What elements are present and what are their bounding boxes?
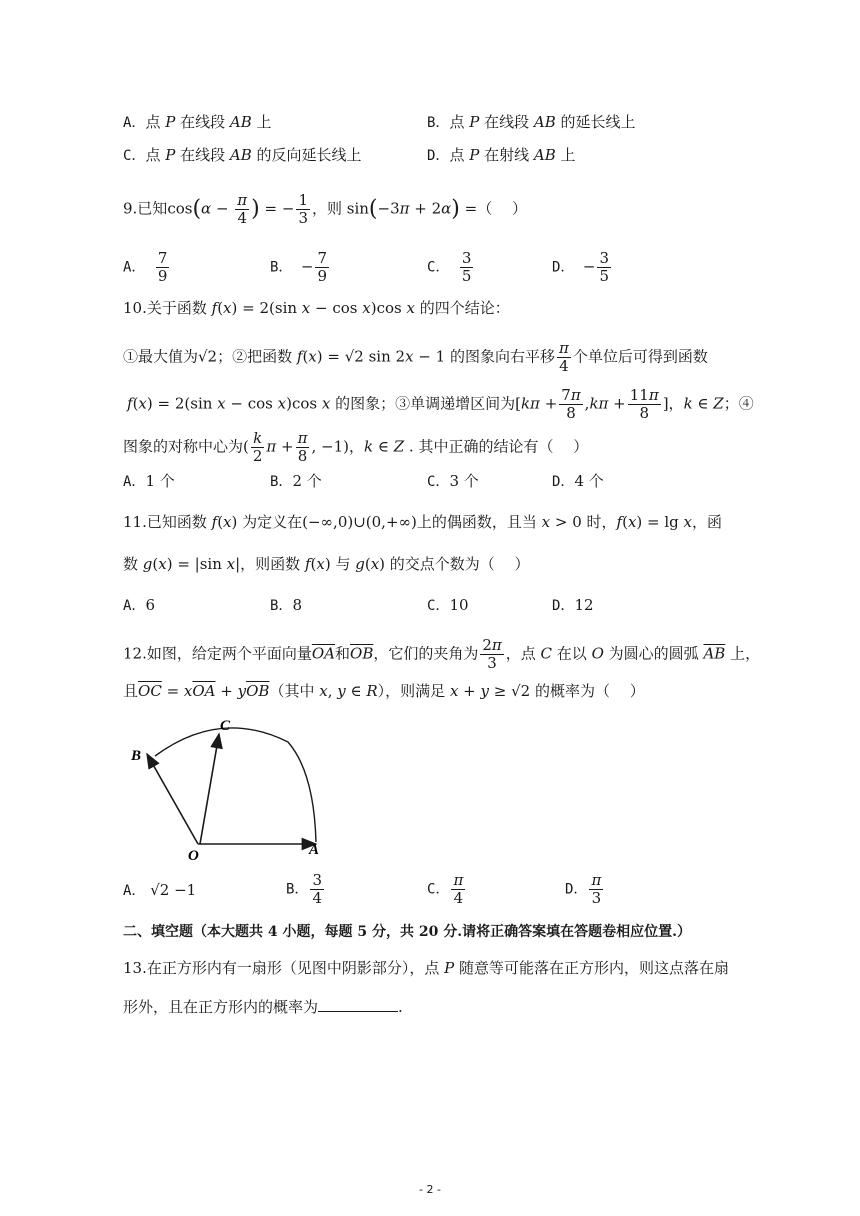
page-number: - 2 - — [419, 1183, 441, 1196]
q8-option-d: D．点 P 在射线 AB 上 — [427, 146, 576, 164]
label-a: A — [309, 842, 320, 858]
q12-option-c: C． $\frac{\pi}{4}$ — [427, 871, 464, 907]
q9-prefix: 9.已知 — [123, 199, 168, 218]
section-2-title: 二、填空题（本大题共 4 小题，每题 5 分，共 20 分.请将正确答案填在答题卷相应位置.） — [123, 924, 691, 940]
q10-line3: 图象的对称中心为( $\frac{k}{2}$ π + $\frac{\pi}{8}$ , −1)，k ∈ Z . 其中正确的结论有（ ） — [123, 429, 589, 465]
vector-ob — [147, 754, 198, 844]
vector-oc — [200, 734, 219, 844]
q8-option-c: C．点 P 在线段 AB 的反向延长线上 — [123, 146, 362, 164]
q12-vector-figure — [120, 712, 340, 872]
q9-option-b: B． − $\frac{7}{9}$ — [270, 249, 327, 285]
q10-line1: ①最大值为√2；②把函数 f(x) = √2 sin 2x − 1 的图象向右平移 $\frac{\pi}{4}$ 个单位后可得到函数 — [123, 339, 708, 375]
q10-option-d: D．4 个 — [552, 472, 604, 490]
q10-option-b: B．2 个 — [270, 472, 322, 490]
label-c: C — [220, 718, 231, 734]
q9-option-d: D． − $\frac{3}{5}$ — [552, 249, 609, 285]
q11-option-c: C．10 — [427, 596, 469, 614]
q8-option-a: A．点 P 在线段 AB 上 — [123, 113, 272, 131]
q13-line1: 13.在正方形内有一扇形（见图中阴影部分），点 P 随意等可能落在正方形内，则这点落在扇 — [123, 959, 730, 977]
q10-option-a: A．1 个 — [123, 472, 175, 490]
q10-stem: 10.关于函数 f(x) = 2(sin x − cos x)cos x 的四个结论： — [123, 299, 510, 317]
q11-option-b: B．8 — [270, 596, 302, 614]
q9-stem: 9.已知cos(α − $\frac{\pi}{4}$ ) = − $\frac{1}{3}$ ，则 sin(−3π + 2α) =（ ） — [123, 191, 527, 227]
q13-line2: 形外，且在正方形内的概率为 . — [123, 998, 403, 1016]
q12-line2: 且$\overline{OC} = x\overline{OA} + y\overline{OB}$（其中 x, y ∈ R），则满足 x + y ≥ √2 的概率为（ ） — [123, 682, 645, 700]
label-b: B — [131, 748, 142, 764]
q10-option-c: C．3 个 — [427, 472, 479, 490]
q8-option-b: B．点 P 在线段 AB 的延长线上 — [427, 113, 636, 131]
one-third-fraction: $\frac{1}{3}$ — [298, 191, 308, 227]
q12-option-d: D． $\frac{\pi}{3}$ — [565, 871, 602, 907]
answer-blank — [318, 996, 398, 1012]
q12-option-a: A． √2 −1 — [123, 881, 197, 899]
q10-line2: f(x) = 2(sin x − cos x)cos x 的图象；③单调递增区间为[kπ + $\frac{7\pi}{8}$ ,kπ + $\frac{11\pi}{8}$ ]，k ∈ Z；④ — [127, 386, 754, 422]
q11-option-d: D．12 — [552, 596, 594, 614]
q12-line1: 12.如图，给定两个平面向量$\overline{OA}$和$\overline{OB}$，它们的夹角为 $\frac{2\pi}{3}$ ，点 C 在以 O 为圆心的圆弧 $\overline{AB}$ 上， — [123, 636, 761, 672]
label-o: O — [188, 848, 199, 864]
q11-option-a: A．6 — [123, 596, 155, 614]
q11-line1: 11.已知函数 f(x) 为定义在(−∞,0)∪(0,+∞)上的偶函数，且当 x > 0 时，f(x) = lg x，函 — [123, 513, 723, 531]
q9-option-c: C． $\frac{3}{5}$ — [427, 249, 472, 285]
q11-line2: 数 g(x) = |sin x|，则函数 f(x) 与 g(x) 的交点个数为（ ） — [123, 555, 530, 573]
q12-option-b: B． $\frac{3}{4}$ — [286, 871, 322, 907]
arc-ab — [155, 728, 316, 842]
q9-option-a: A． $\frac{7}{9}$ — [123, 249, 168, 285]
pi-over-4-fraction: $\frac{\pi}{4}$ — [237, 191, 248, 227]
